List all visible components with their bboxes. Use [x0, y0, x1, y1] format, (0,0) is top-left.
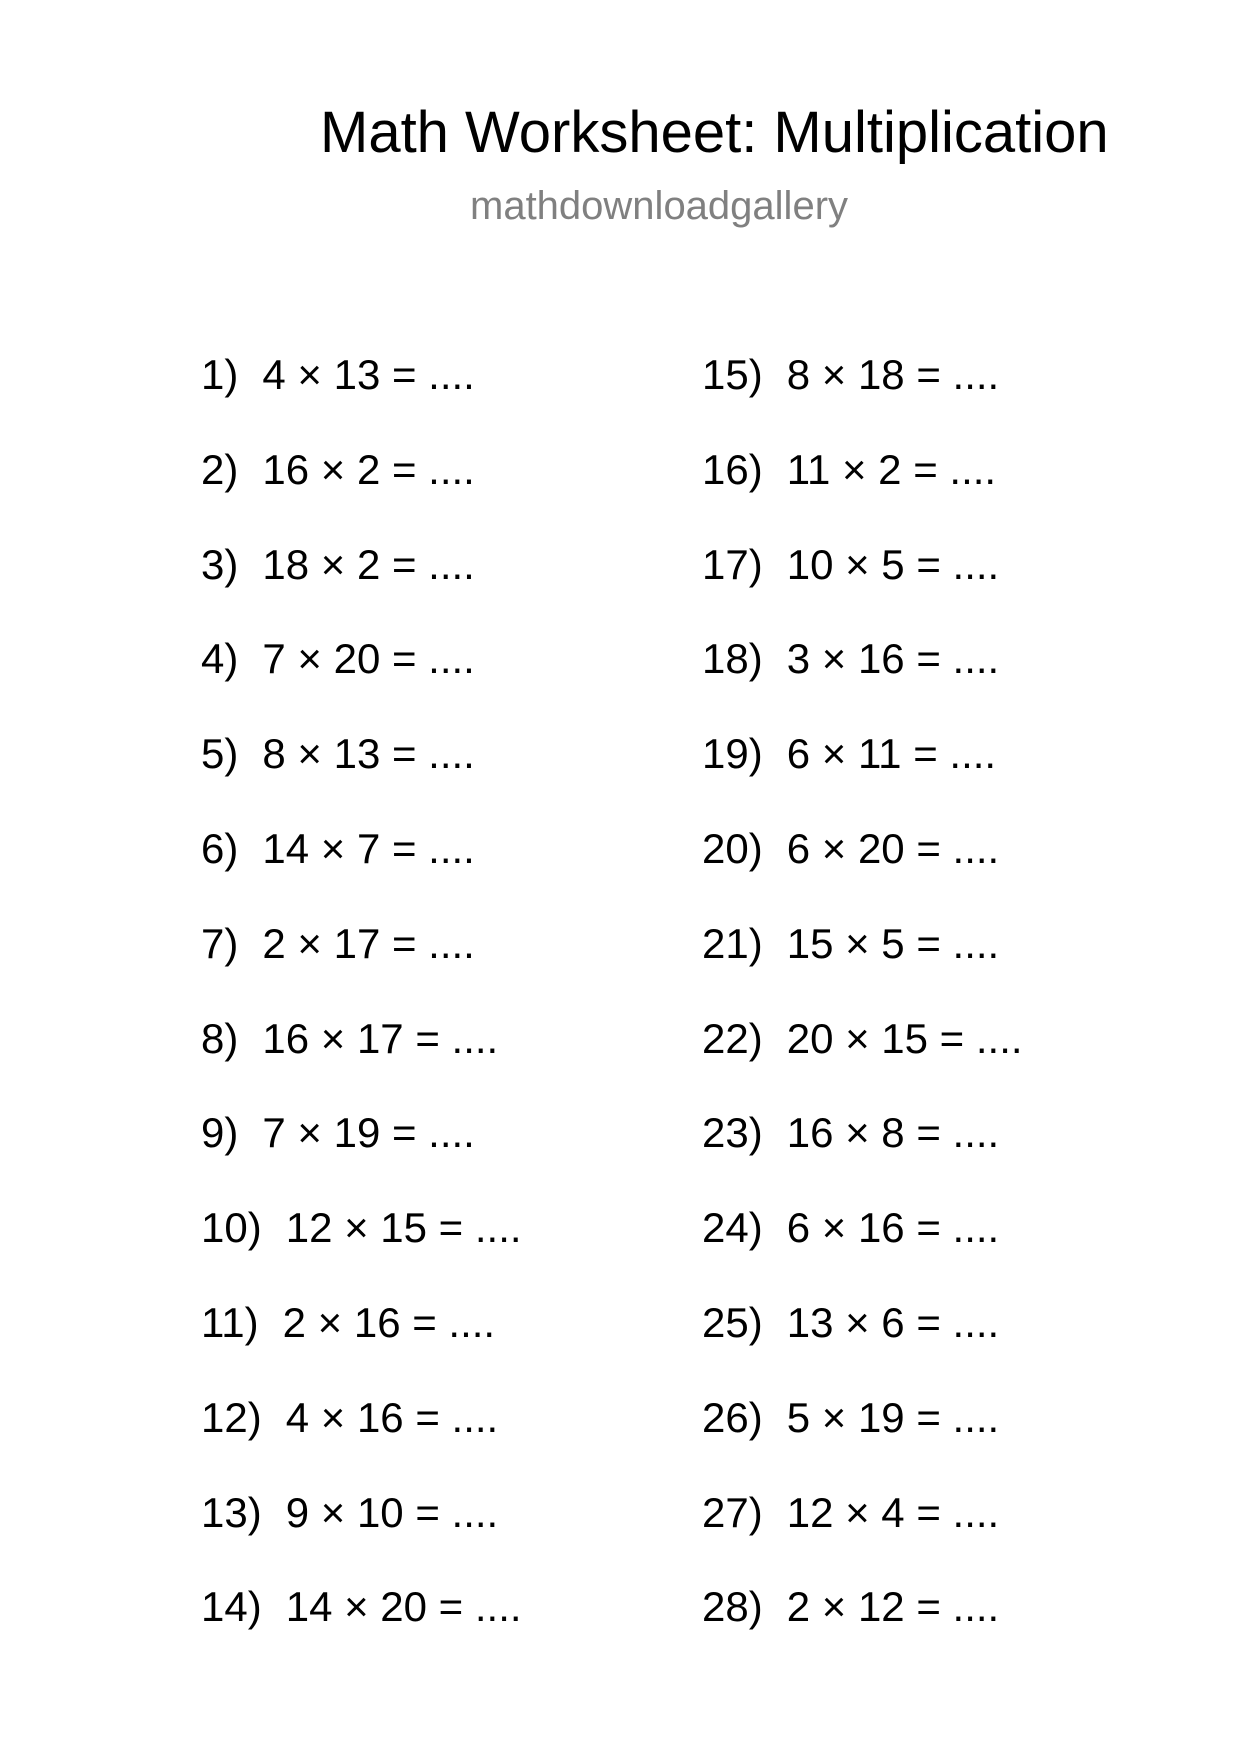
- problem-number: 4 ): [201, 634, 238, 684]
- problem-item: [201, 350, 522, 445]
- problem-item: [201, 1582, 522, 1677]
- problem-number: 16 ): [702, 445, 763, 495]
- problem-column-left: [201, 350, 522, 1677]
- problem-expression: 2 × 12 = ....: [786, 1583, 1000, 1631]
- problem-item: [702, 1488, 1023, 1583]
- problem-item: [201, 1203, 522, 1298]
- problem-expression: 18 × 2 = ....: [262, 540, 475, 588]
- problem-expression: 2 × 16 = ....: [282, 1298, 496, 1346]
- problem-item: [702, 1014, 1023, 1109]
- problem-item: [702, 540, 1023, 635]
- problem-number: 17 ): [702, 540, 763, 590]
- problem-number: 27 ): [702, 1488, 763, 1538]
- problem-expression: 2 × 17 = ....: [262, 919, 475, 967]
- problem-number: 12 ): [201, 1393, 262, 1443]
- problem-number: 1 ): [201, 350, 238, 400]
- problem-number: 3 ): [201, 540, 238, 590]
- problem-expression: 15 × 5 = ....: [786, 919, 1000, 967]
- problem-number: 23 ): [702, 1108, 763, 1158]
- problem-item: [702, 445, 1023, 540]
- problem-number: 20 ): [702, 824, 763, 874]
- problem-item: [702, 729, 1023, 824]
- problem-number: 13 ): [201, 1488, 262, 1538]
- problem-number: 25 ): [702, 1298, 763, 1348]
- problem-item: [201, 634, 522, 729]
- problem-number: 24 ): [702, 1203, 763, 1253]
- problem-item: [201, 1108, 522, 1203]
- problem-item: [201, 1488, 522, 1583]
- problem-number: 15 ): [702, 350, 763, 400]
- problem-expression: 5 × 19 = ....: [786, 1393, 1000, 1441]
- problem-item: [201, 1014, 522, 1109]
- problem-number: 19 ): [702, 729, 763, 779]
- problem-number: 5 ): [201, 729, 238, 779]
- problem-item: [201, 919, 522, 1014]
- problem-item: [201, 824, 522, 919]
- problem-item: [702, 919, 1023, 1014]
- problem-expression: 8 × 13 = ....: [262, 730, 475, 778]
- problem-item: [702, 1393, 1023, 1488]
- problem-number: 8 ): [201, 1014, 238, 1064]
- problem-expression: 13 × 6 = ....: [786, 1298, 1000, 1346]
- problem-item: [702, 824, 1023, 919]
- problem-expression: 14 × 7 = ....: [262, 824, 475, 872]
- problem-expression: 4 × 13 = ....: [262, 351, 475, 398]
- problem-expression: 6 × 11 = ....: [786, 730, 997, 778]
- worksheet-title: Math Worksheet: Multiplication: [320, 100, 1109, 165]
- problem-expression: 16 × 17 = ....: [262, 1014, 499, 1062]
- problem-expression: 8 × 18 = ....: [786, 351, 1000, 398]
- problem-number: 11 ): [201, 1298, 259, 1348]
- problem-expression: 16 × 2 = ....: [262, 445, 475, 493]
- problem-number: 18 ): [702, 634, 763, 684]
- problem-number: 9 ): [201, 1108, 238, 1158]
- problem-number: 28 ): [702, 1582, 763, 1632]
- problem-item: [201, 1393, 522, 1488]
- problem-item: [702, 634, 1023, 729]
- problem-item: [201, 729, 522, 824]
- problem-expression: 12 × 4 = ....: [786, 1488, 1000, 1536]
- problem-number: 2 ): [201, 445, 238, 495]
- problem-number: 10 ): [201, 1203, 262, 1253]
- problem-expression: 7 × 20 = ....: [262, 635, 475, 683]
- problem-number: 26 ): [702, 1393, 763, 1443]
- problem-number: 6 ): [201, 824, 238, 874]
- problem-expression: 9 × 10 = ....: [285, 1488, 499, 1536]
- problem-number: 22 ): [702, 1014, 763, 1064]
- problem-column-right: [702, 350, 1023, 1677]
- problem-expression: 3 × 16 = ....: [786, 635, 1000, 683]
- problem-expression: 14 × 20 = ....: [285, 1583, 522, 1631]
- problem-item: [702, 1298, 1023, 1393]
- worksheet-subtitle: mathdownloadgallery: [470, 184, 849, 228]
- problem-item: [702, 1108, 1023, 1203]
- problem-expression: 11 × 2 = ....: [786, 445, 997, 493]
- problem-number: 7 ): [201, 919, 238, 969]
- problem-item: [702, 350, 1023, 445]
- problem-item: [201, 540, 522, 635]
- problem-item: [702, 1203, 1023, 1298]
- problem-item: [702, 1582, 1023, 1677]
- problem-item: [201, 1298, 522, 1393]
- problem-expression: 20 × 15 = ....: [786, 1014, 1023, 1062]
- problem-number: 14 ): [201, 1582, 262, 1632]
- problem-expression: 10 × 5 = ....: [786, 540, 1000, 588]
- problem-expression: 6 × 20 = ....: [786, 824, 1000, 872]
- problem-expression: 4 × 16 = ....: [285, 1393, 499, 1441]
- problem-number: 21 ): [702, 919, 763, 969]
- problem-expression: 16 × 8 = ....: [786, 1109, 1000, 1157]
- problem-expression: 12 × 15 = ....: [285, 1204, 522, 1252]
- problem-item: [201, 445, 522, 540]
- problem-expression: 7 × 19 = ....: [262, 1109, 475, 1157]
- problem-expression: 6 × 16 = ....: [786, 1204, 1000, 1252]
